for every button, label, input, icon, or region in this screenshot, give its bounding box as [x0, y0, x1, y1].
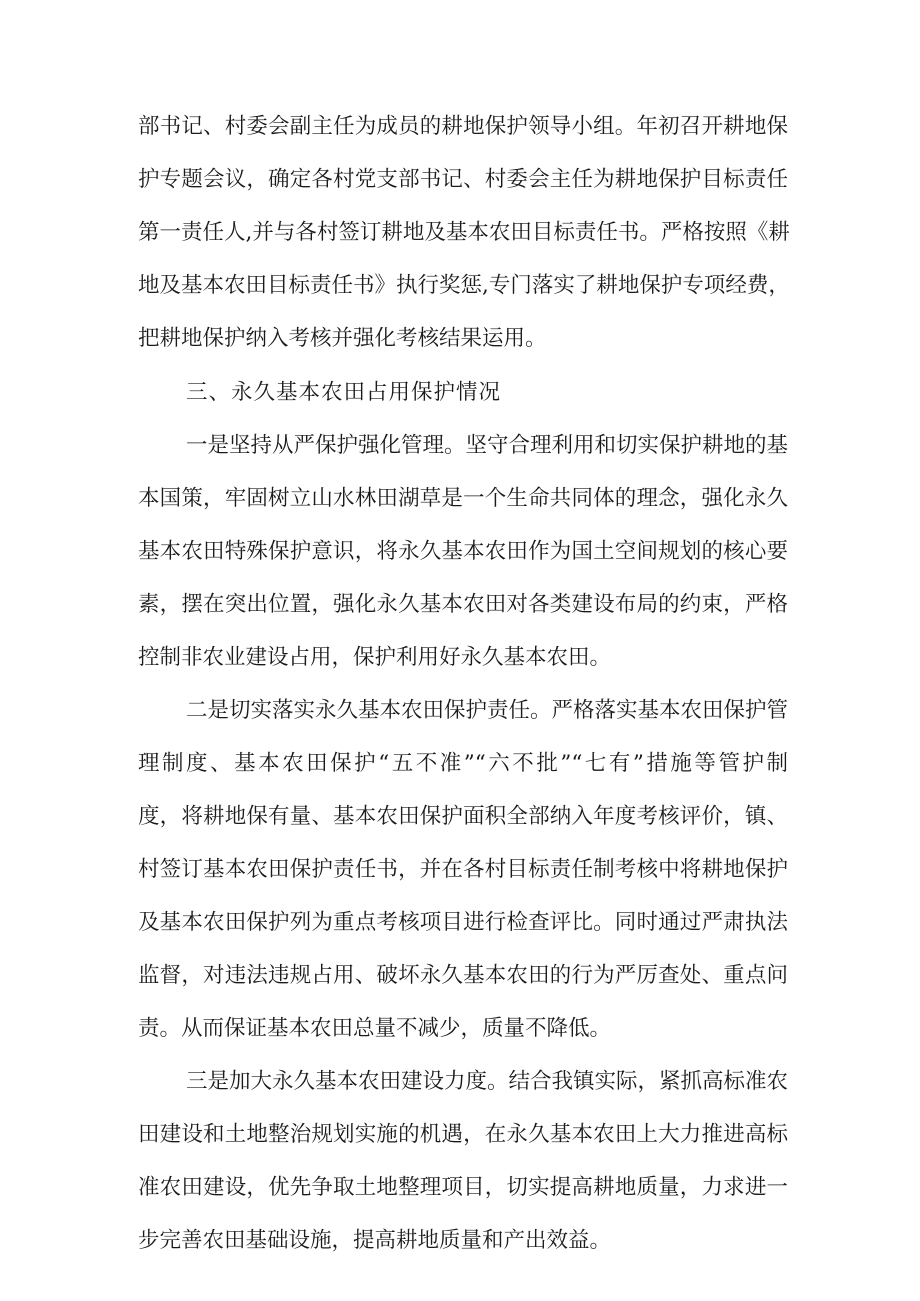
paragraph-1-line-3: 第一责任人,并与各村签订耕地及基本农田目标责任书。严格按照《耕	[138, 220, 790, 245]
section-heading: 三、永久基本农田占用保护情况	[186, 380, 502, 405]
paragraph-2-line-3: 基本农田特殊保护意识，将永久基本农田作为国土空间规划的核心要	[138, 539, 788, 564]
paragraph-3-line-2: 理制度、基本农田保护“五不准”“六不批”“七有”措施等管护制	[138, 751, 788, 776]
paragraph-1-line-1: 部书记、村委会副主任为成员的耕地保护领导小组。年初召开耕地保	[138, 114, 788, 139]
paragraph-3-line-6: 监督，对违法违规占用、破坏永久基本农田的行为严厉查处、重点问	[138, 963, 788, 988]
paragraph-2-line-5: 控制非农业建设占用，保护利用好永久基本农田。	[138, 645, 612, 670]
paragraph-2-line-1: 一是坚持从严保护强化管理。坚守合理利用和切实保护耕地的基	[186, 433, 789, 458]
paragraph-4-line-4: 步完善农田基础设施，提高耕地质量和产出效益。	[138, 1228, 612, 1253]
paragraph-1-line-4: 地及基本农田目标责任书》执行奖惩,专门落实了耕地保护专项经费，	[138, 273, 790, 298]
paragraph-2-line-2: 本国策，牢固树立山水林田湖草是一个生命共同体的理念，强化永久	[138, 486, 788, 511]
paragraph-3-line-3: 度，将耕地保有量、基本农田保护面积全部纳入年度考核评价，镇、	[138, 804, 788, 829]
paragraph-3-line-7: 责。从而保证基本农田总量不减少，质量不降低。	[138, 1016, 612, 1041]
paragraph-1-line-5: 把耕地保护纳入考核并强化考核结果运用。	[138, 326, 547, 351]
paragraph-4-line-1: 三是加大永久基本农田建设力度。结合我镇实际，紧抓高标准农	[186, 1069, 789, 1094]
paragraph-4-line-3: 准农田建设，优先争取土地整理项目，切实提高耕地质量，力求进一	[138, 1175, 788, 1200]
paragraph-3-line-1: 二是切实落实永久基本农田保护责任。严格落实基本农田保护管	[186, 698, 789, 723]
paragraph-1-line-2: 护专题会议，确定各村党支部书记、村委会主任为耕地保护目标责任	[138, 167, 788, 192]
paragraph-4-line-2: 田建设和土地整治规划实施的机遇，在永久基本农田上大力推进高标	[138, 1122, 788, 1147]
paragraph-3-line-4: 村签订基本农田保护责任书，并在各村目标责任制考核中将耕地保护	[138, 857, 788, 882]
paragraph-2-line-4: 素，摆在突出位置，强化永久基本农田对各类建设布局的约束，严格	[138, 592, 788, 617]
paragraph-3-line-5: 及基本农田保护列为重点考核项目进行检查评比。同时通过严肃执法	[138, 910, 788, 935]
